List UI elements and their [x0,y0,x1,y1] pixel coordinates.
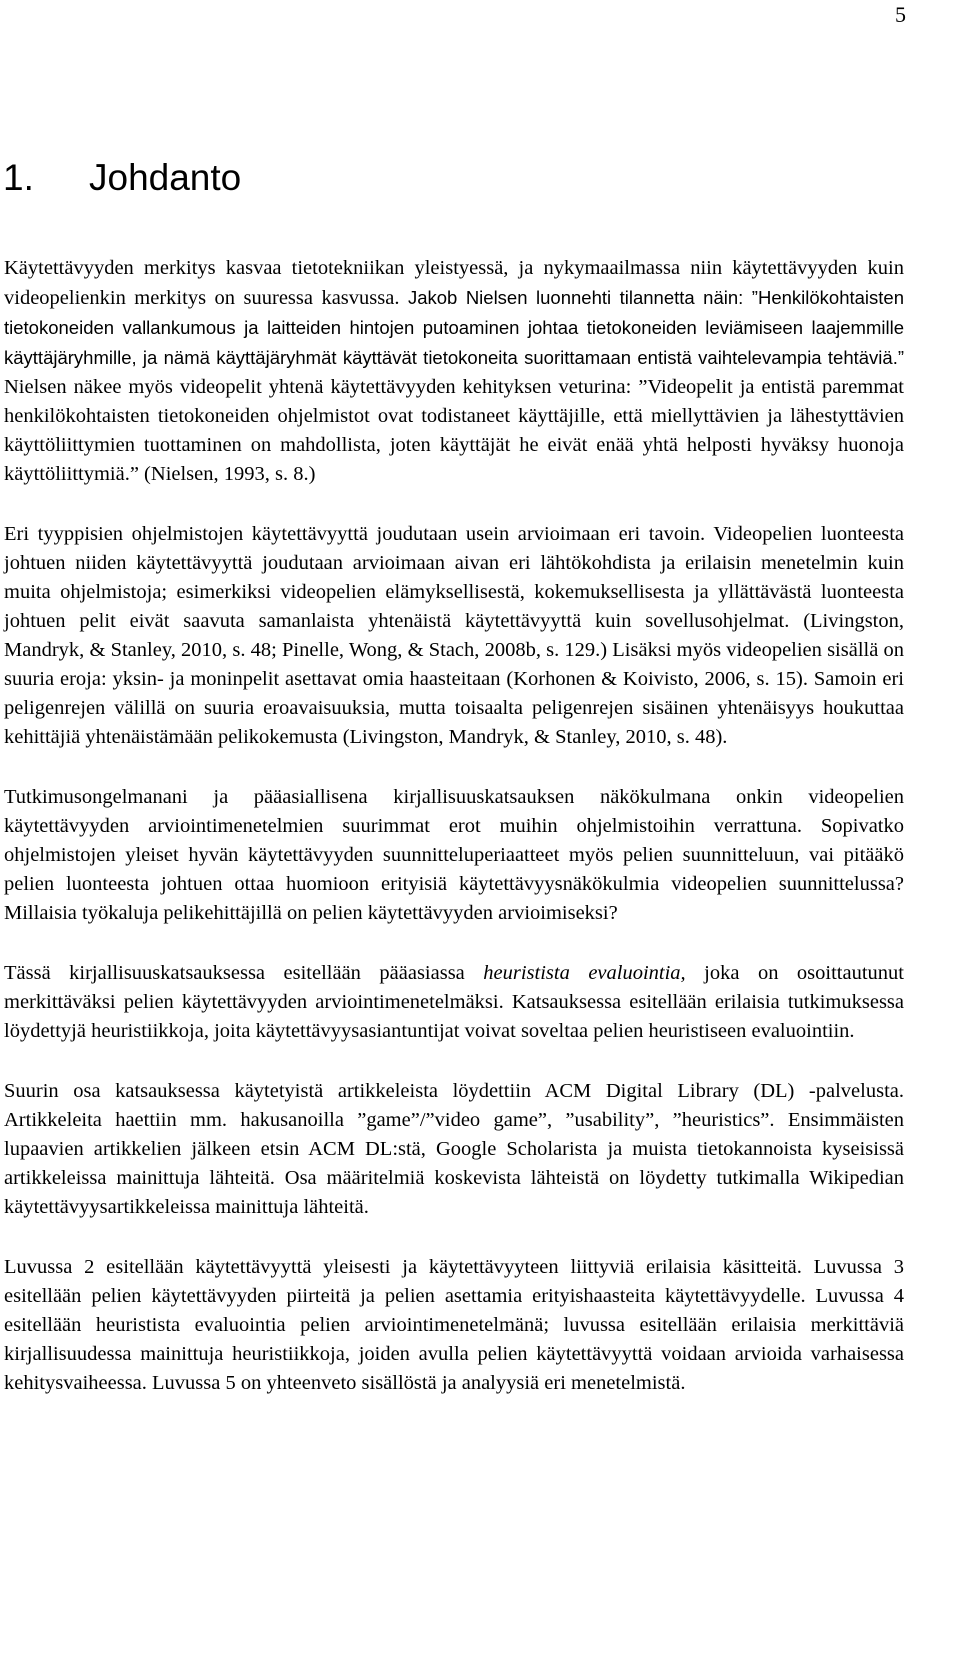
paragraph-text: Tässä kirjallisuuskatsauksessa esitellään pääasiassa [4,962,484,984]
paragraph-sources [4,1077,904,1222]
paragraph-heuristic-evaluation [4,959,904,1046]
paragraph-text: Luvussa 2 esitellään käytettävyyttä yleisesti ja käytettävyyteen liittyviä erilaisia käsitteitä. Luvussa 3 esitellään pelien käytettävyyden piirteitä ja pelien asettamia erityishaasteita käytettävyydelle. Luvussa 4 esitellään heuristista evaluointia pelien arviointimenetelmänä; luvussa esitellään erilaisia merkittäviä kirjallisuudessa mainittuja heuristiikkoja, joiden avulla pelien käytettävyyttä voidaan arvioida varhaisessa kehitysvaiheessa. Luvussa 5 on yhteenveto sisällöstä ja analyysiä eri menetelmistä. [4,1256,904,1394]
chapter-heading [3,154,241,202]
emphasized-term: heuristista evaluointia, [483,962,686,984]
body-text [4,254,904,1429]
paragraph-text: Käytettävyyden merkitys kasvaa tietotekniikan yleistyessä, ja nykymaailmassa niin käytettävyyden kuin videopelienkin merkitys on suuressa kasvussa. [4,257,904,309]
paragraph-text: joka on osoittautunut merkittäväksi pelien käytettävyyden arviointimenetelmäksi. Katsauksessa esitellään erilaisia tutkimuksessa löydettyjä heuristiikkoja, joita käytettävyysasiantuntijat voivat soveltaa pelien heuristiseen evaluointiin. [4,962,904,1042]
chapter-number: 1. [3,157,34,198]
chapter-title: Johdanto [89,157,242,198]
paragraph-research-problem [4,783,904,928]
paragraph-intro [4,254,904,489]
nielsen-quote: Jakob Nielsen luonnehti tilannetta näin: ”Henkilökohtaisten tietokoneiden vallankumous ja laitteiden hintojen putoaminen johtaa tietokoneiden leviämiseen laajemmille käyttäjäryhmille, ja nämä käyttäjäryhmät käyttävät tietokoneita suorittamaan entistä vaihtelevampia tehtäviä.” [4,287,904,368]
paragraph-structure [4,1253,904,1398]
paragraph-evaluation-differences [4,520,904,752]
paragraph-text: Eri tyyppisien ohjelmistojen käytettävyyttä joudutaan usein arvioimaan eri tavoin. Videopelien luonteesta johtuen niiden käytettävyyttä joudutaan arvioimaan aivan eri lähtökohdista ja erilaisin menetelmin kuin muita ohjelmistoja; esimerkiksi videopelien elämyksellisestä, kokemuksellisesta ja yllättävästä luonteesta johtuen pelit eivät saavuta samanlaista yhtenäistä käytettävyyttä kuin sovellusohjelmat. (Livingston, Mandryk, & Stanley, 2010, s. 48; Pinelle, Wong, & Stach, 2008b, s. 129.) Lisäksi myös videopelien sisällä on suuria eroja: yksin- ja moninpelit asettavat omia haasteitaan (Korhonen & Koivisto, 2006, s. 15). Samoin eri peligenrejen välillä on suuria eroavaisuuksia, mutta toisaalta peligenrejen sisäinen yhtenäisyys houkuttaa kehittäjiä yhtenäistämään pelikokemusta (Livingston, Mandryk, & Stanley, 2010, s. 48). [4,523,904,748]
paragraph-text: Nielsen näkee myös videopelit yhtenä käytettävyyden kehityksen veturina: ”Videopelit ja entistä paremmat henkilökohtaisten tietokoneiden ohjelmistot ovat todistaneet käyttäjille, että miellyttävien ja lähestyttävien käyttöliittymien tuottaminen on mahdollista, joten käyttäjät he eivät enää yhtä helposti hyväksy huonoja käyttöliittymiä.” (Nielsen, 1993, s. 8.) [4,376,904,485]
paragraph-text: Tutkimusongelmanani ja pääasiallisena kirjallisuuskatsauksen näkökulmana onkin videopelien käytettävyyden arviointimenetelmien suurimmat erot muihin ohjelmistoihin verrattuna. Sopivatko ohjelmistojen yleiset hyvän käytettävyyden suunnitteluperiaatteet myös pelien suunnitteluun, vai pitääkö pelien luonteesta johtuen ottaa huomioon erityisiä käytettävyysnäkökulmia videopelien suunnittelussa? Millaisia työkaluja pelikehittäjillä on pelien käytettävyyden arvioimiseksi? [4,786,904,924]
paragraph-text: Suurin osa katsauksessa käytetyistä artikkeleista löydettiin ACM Digital Library (DL) -palvelusta. Artikkeleita haettiin mm. hakusanoilla ”game”/”video game”, ”usability”, ”heuristics”. Ensimmäisten lupaavien artikkelien jälkeen etsin ACM DL:stä, Google Scholarista ja muista tietokannoista kyseisissä artikkeleissa mainittuja lähteitä. Osa määritelmiä koskevista lähteistä on löydetty tutkimalla Wikipedian käytettävyysartikkeleissa mainittuja lähteitä. [4,1080,904,1218]
page-number: 5 [895,2,906,27]
